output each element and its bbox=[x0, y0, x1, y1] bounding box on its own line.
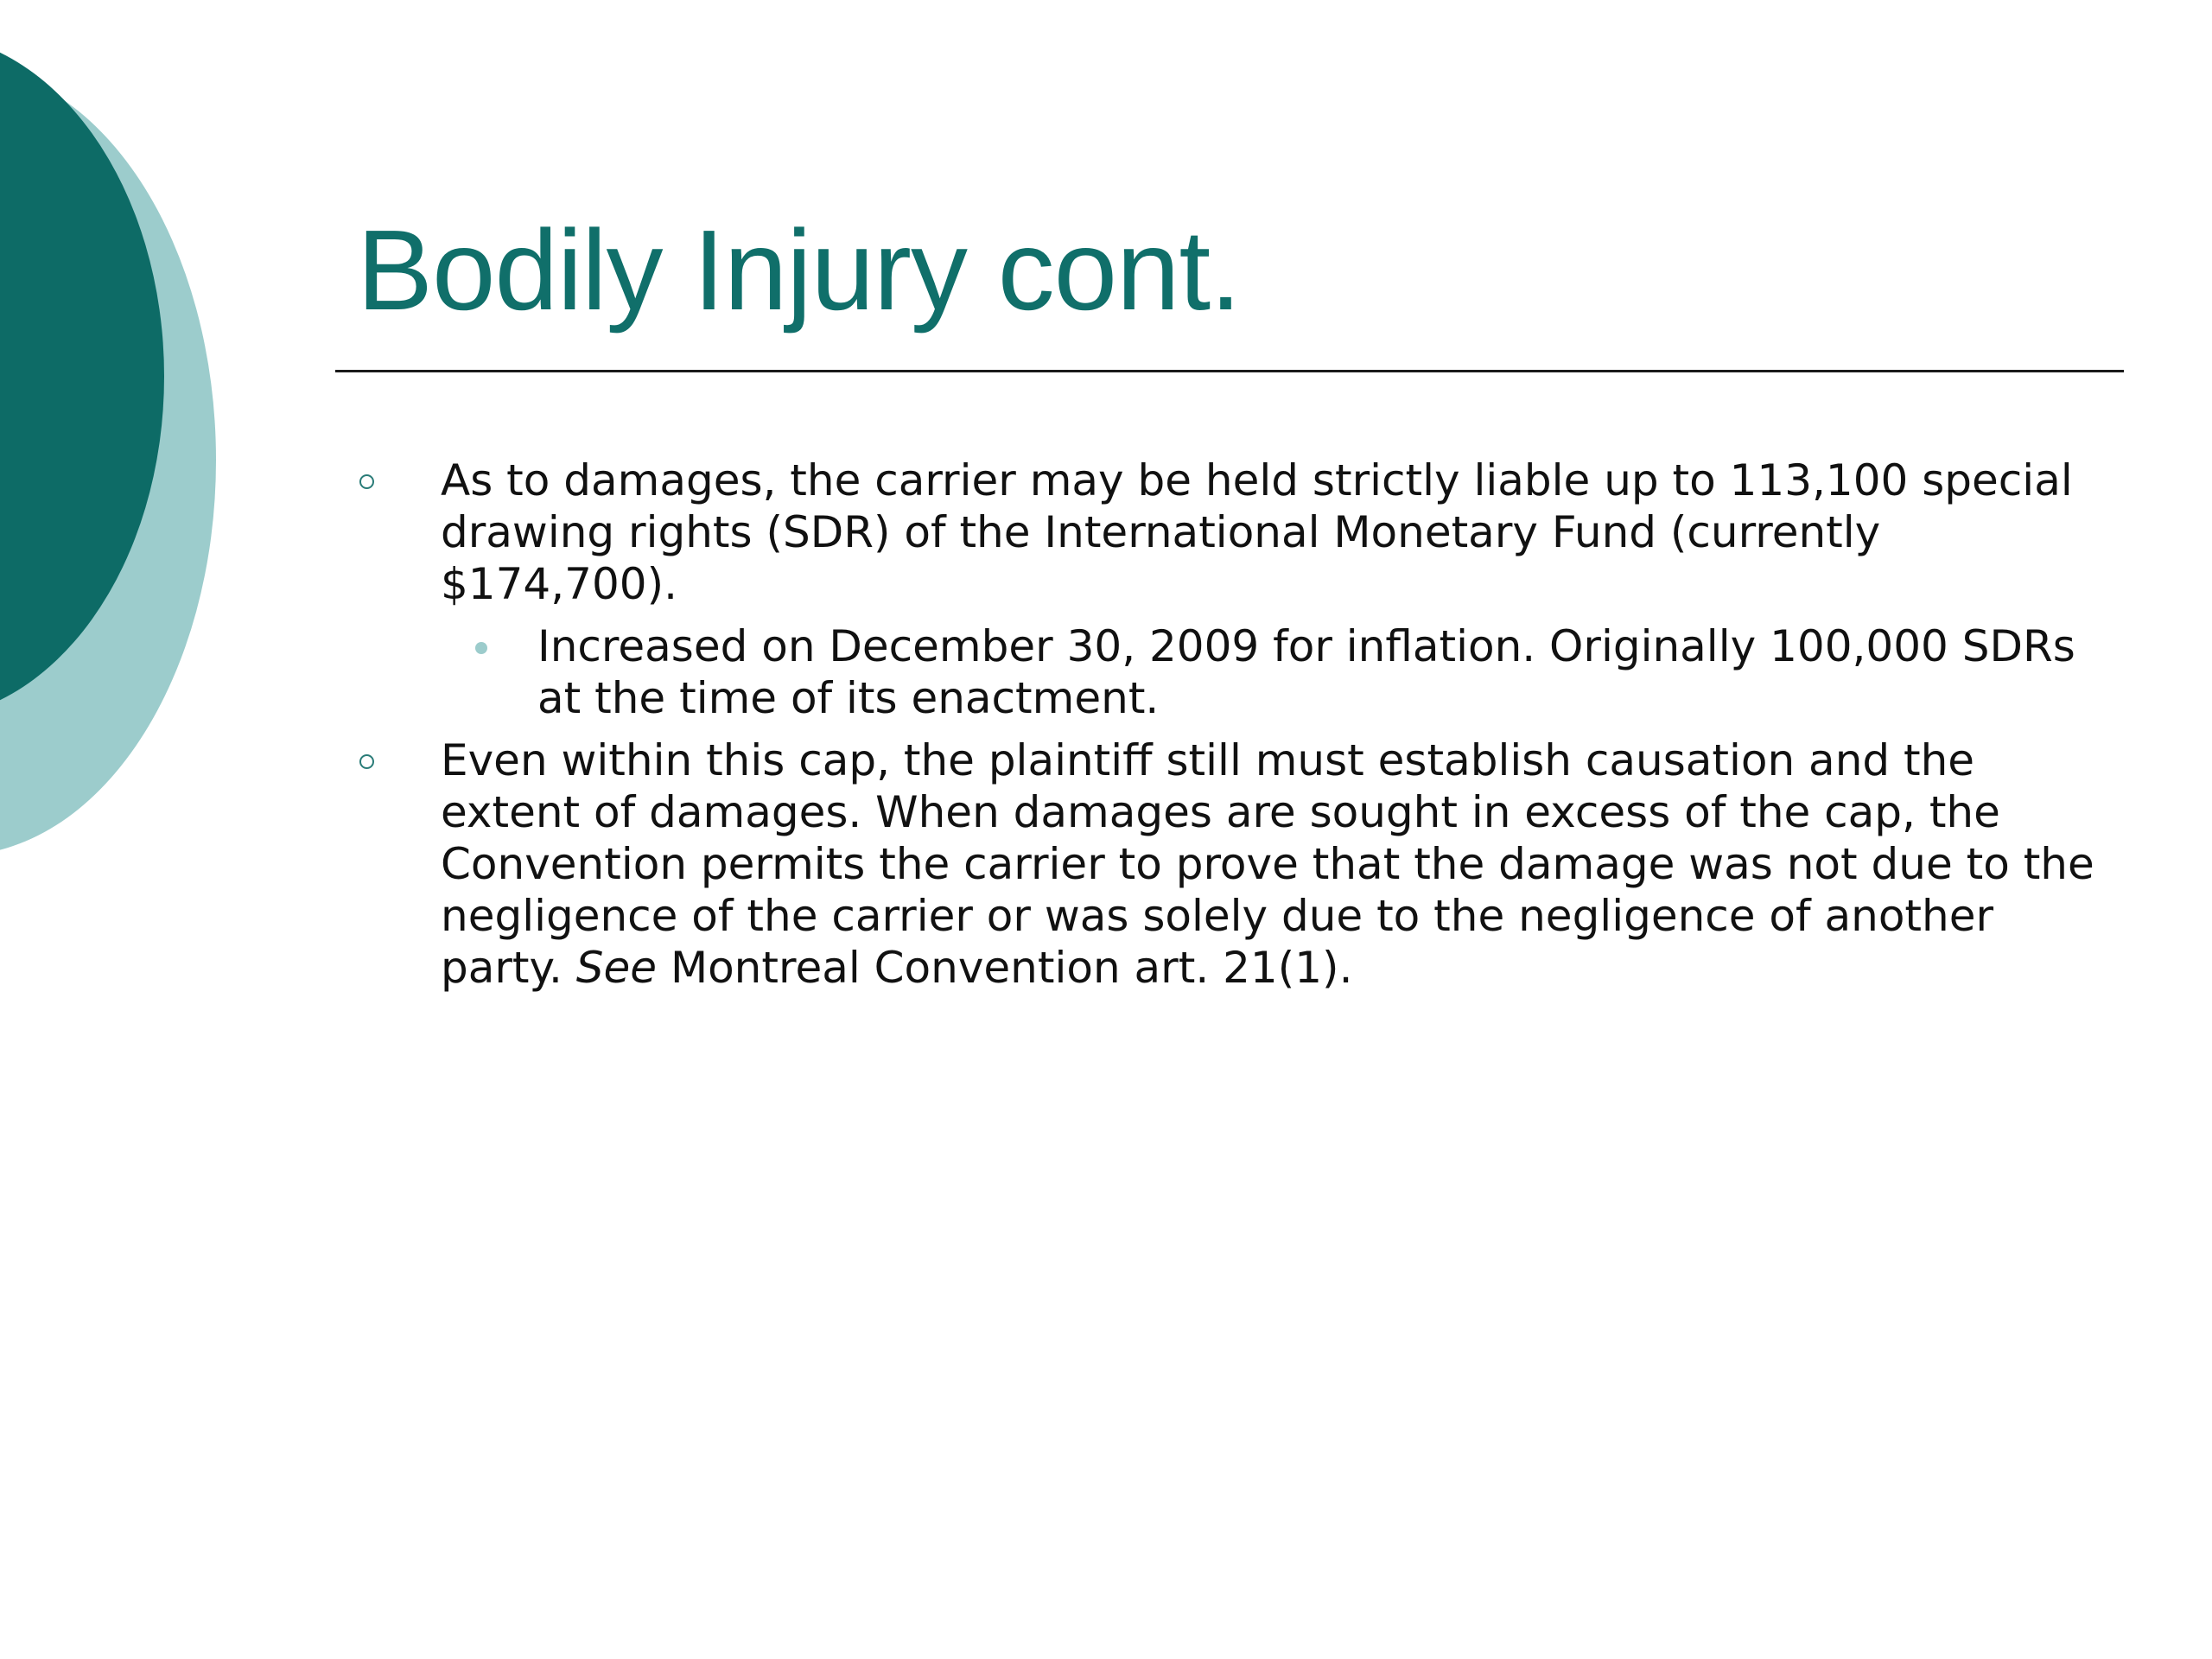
sub-bullet-text: Increased on December 30, 2009 for inflation. Originally 100,000 SDRs at the time of its enactment. bbox=[537, 621, 2075, 723]
bullet-text-part: Montreal Convention art. 21(1). bbox=[657, 943, 1353, 993]
bullet-item bbox=[356, 454, 2127, 610]
hollow-circle-bullet-icon bbox=[359, 754, 374, 769]
slide-title: Bodily Injury cont. bbox=[357, 207, 1241, 334]
hollow-circle-bullet-icon bbox=[359, 474, 374, 489]
bullet-text-part: Even within this cap, the plaintiff still must establish causation and the extent of damages. When damages are sought in excess of the cap, the Convention permits the carrier to prove that the damage was not due to the negligence of the carrier or was solely due to the negligence of another party. bbox=[441, 735, 2094, 993]
slide-content bbox=[356, 454, 2127, 1004]
bullet-item bbox=[356, 734, 2127, 994]
bullet-text: As to damages, the carrier may be held strictly liable up to 113,100 special drawing rights (SDR) of the International Monetary Fund (currently $174,700). bbox=[441, 455, 2073, 609]
bullet-text-italic: See bbox=[575, 943, 658, 993]
filled-circle-bullet-icon bbox=[475, 642, 487, 654]
sub-bullet-item bbox=[356, 620, 2127, 724]
title-divider bbox=[335, 370, 2124, 372]
